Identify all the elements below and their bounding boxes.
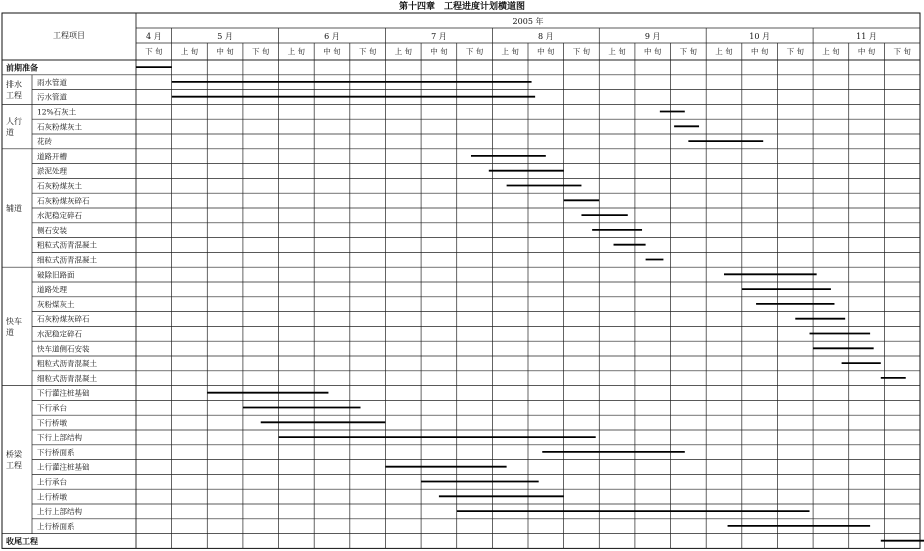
- row-item-label: 道路开槽: [37, 151, 67, 161]
- period-label: 下 旬: [572, 47, 591, 56]
- period-label: 下 旬: [358, 47, 377, 56]
- row-item-label: 道路处理: [37, 285, 67, 295]
- group-label: 前期准备: [6, 62, 38, 73]
- year-label: 2005 年: [512, 17, 544, 26]
- group-label: 排水: [6, 80, 22, 90]
- period-label: 上 旬: [715, 47, 733, 56]
- row-item-label: 细粒式沥青混凝土: [37, 373, 97, 383]
- month-label: 10 月: [749, 32, 771, 41]
- row-item-label: 上行灌注桩基础: [37, 462, 90, 472]
- period-label: 下 旬: [679, 47, 698, 56]
- month-label: 4 月: [145, 32, 162, 41]
- period-label: 上 旬: [608, 47, 626, 56]
- period-label: 中 旬: [750, 47, 769, 56]
- period-label: 上 旬: [822, 47, 840, 56]
- table-border: [2, 13, 920, 548]
- month-label: 8 月: [537, 32, 554, 41]
- period-label: 中 旬: [430, 47, 448, 56]
- row-item-label: 下行桥墩: [37, 418, 67, 428]
- row-item-label: 上行桥面系: [37, 521, 75, 531]
- period-label: 下 旬: [145, 47, 163, 56]
- row-item-label: 水泥稳定碎石: [37, 211, 82, 221]
- month-label: 9 月: [644, 32, 661, 41]
- row-item-label: 石灰粉煤灰碎石: [37, 196, 90, 206]
- group-label: 工程: [6, 461, 22, 471]
- period-label: 上 旬: [287, 47, 306, 56]
- group-label: 道: [6, 327, 14, 337]
- row-item-label: 石灰粉煤灰土: [37, 181, 82, 191]
- period-label: 中 旬: [857, 47, 876, 56]
- month-label: 6 月: [324, 32, 340, 41]
- row-item-label: 灰粉煤灰土: [37, 299, 75, 309]
- row-item-label: 下行承台: [37, 403, 67, 413]
- month-label: 7 月: [431, 32, 447, 41]
- month-label: 11 月: [856, 32, 877, 41]
- row-item-label: 下行上部结构: [37, 433, 82, 443]
- bars: [136, 67, 924, 541]
- period-label: 上 旬: [180, 47, 199, 56]
- period-label: 下 旬: [252, 47, 270, 56]
- row-item-label: 上行桥墩: [37, 492, 67, 502]
- period-label: 下 旬: [465, 47, 484, 56]
- period-label: 中 旬: [537, 47, 555, 56]
- month-labels: [146, 32, 877, 41]
- row-item-label: 快车道侧石安装: [37, 344, 90, 354]
- group-label: 工程: [6, 91, 22, 101]
- row-item-label: 上行承台: [37, 477, 67, 487]
- page-title: 第十四章 工程进度计划横道图: [398, 2, 525, 12]
- item-labels: [37, 77, 97, 531]
- period-label: 中 旬: [323, 47, 341, 56]
- row-item-label: 水泥稳定碎石: [37, 329, 82, 339]
- row-item-label: 污水管道: [37, 92, 67, 102]
- row-item-label: 石灰粉煤灰碎石: [37, 314, 90, 324]
- period-label: 下 旬: [786, 47, 804, 56]
- row-item-label: 淤泥处理: [37, 166, 67, 176]
- period-label: 上 旬: [501, 47, 519, 56]
- group-label: 道: [6, 128, 14, 138]
- period-label: 中 旬: [216, 47, 234, 56]
- group-label: 辅道: [6, 204, 22, 213]
- row-item-label: 下行灌注桩基础: [37, 388, 90, 398]
- grid-lines: [2, 13, 920, 548]
- row-item-label: 上行上部结构: [37, 507, 82, 517]
- row-item-label: 12%石灰土: [37, 107, 77, 117]
- period-label: 下 旬: [893, 47, 911, 56]
- period-label: 上 旬: [394, 47, 412, 56]
- row-item-label: 下行桥面系: [37, 447, 75, 457]
- row-item-label: 粗粒式沥青混凝土: [37, 359, 97, 369]
- project-column-header: 工程项目: [53, 31, 85, 40]
- row-item-label: 破除旧路面: [37, 270, 75, 280]
- row-item-label: 花砖: [37, 137, 52, 147]
- month-label: 5 月: [217, 32, 233, 41]
- row-item-label: 石灰粉煤灰土: [37, 122, 82, 132]
- group-label: 收尾工程: [6, 535, 38, 546]
- row-item-label: 雨水管道: [37, 77, 67, 87]
- period-label: 中 旬: [644, 47, 662, 56]
- group-label: 桥梁: [6, 450, 22, 460]
- group-label: 人行: [6, 117, 22, 127]
- row-item-label: 粗粒式沥青混凝土: [37, 240, 97, 250]
- group-label: 快车: [6, 316, 22, 326]
- row-item-label: 细粒式沥青混凝土: [37, 255, 97, 265]
- group-labels: [6, 62, 38, 546]
- row-item-label: 侧石安装: [37, 225, 67, 235]
